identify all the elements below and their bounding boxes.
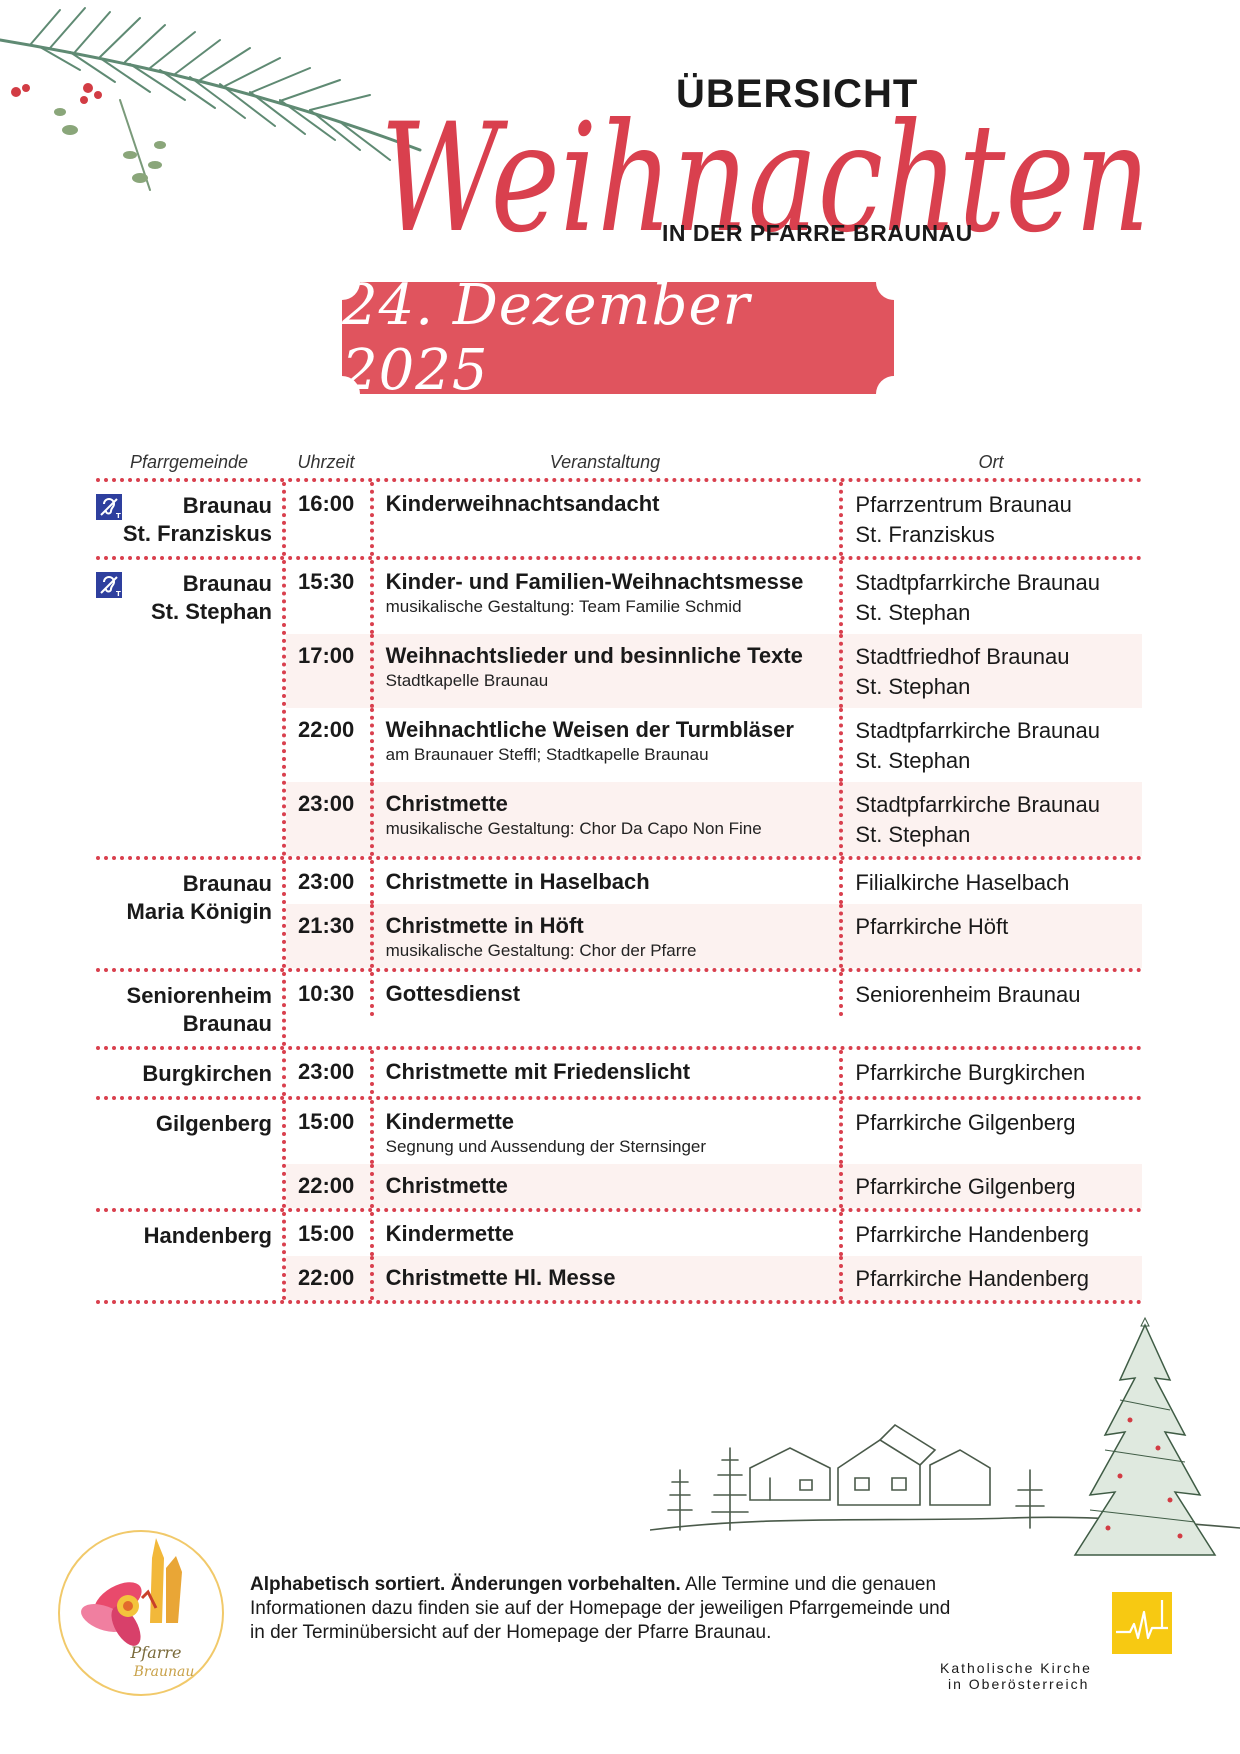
place-line: Pfarrkirche Burgkirchen: [855, 1060, 1086, 1085]
pfarrgemeinde-name: Braunau: [182, 493, 272, 518]
table-group: [96, 1096, 1142, 1208]
event-title: Kindermette: [385, 1221, 514, 1246]
event-title: Gottesdienst: [385, 981, 521, 1006]
org-name: [940, 1660, 1180, 1692]
hearing-loop-icon: [96, 494, 122, 520]
event-title: Weihnachtliche Weisen der Turmbläser: [385, 717, 794, 742]
pfarre-braunau-logo: [56, 1528, 226, 1698]
pfarrgemeinde-name: Braunau: [182, 871, 272, 896]
event-cell: [370, 1100, 840, 1164]
event-cell: [370, 972, 840, 1016]
time-cell: 23:00: [298, 1059, 355, 1084]
table-row: [286, 1256, 1142, 1300]
group-rows: [282, 1212, 1142, 1300]
place-line: St. Franziskus: [855, 522, 995, 547]
place-line: Pfarrkirche Gilgenberg: [855, 1174, 1076, 1199]
org-name-line1: Katholische Kirche: [940, 1660, 1092, 1676]
pfarrgemeinde-name: St. Stephan: [150, 599, 272, 624]
event-cell: [370, 782, 840, 856]
winter-village-illustration: [650, 1300, 1240, 1560]
place-line: Pfarrkirche Höft: [855, 914, 1009, 939]
katholische-kirche-logo: [1112, 1592, 1172, 1654]
event-cell: [370, 708, 840, 782]
place-cell: [839, 782, 1142, 856]
pfarrgemeinde-name: Burgkirchen: [142, 1061, 272, 1086]
footer-note-bold: Alphabetisch sortiert. Änderungen vorbehalten.: [250, 1574, 681, 1595]
table-row: [286, 1100, 1142, 1164]
event-title: Christmette Hl. Messe: [385, 1265, 616, 1290]
footer-note: [250, 1573, 970, 1645]
group-rows: [282, 860, 1142, 968]
place-cell: [839, 904, 1142, 968]
group-rows: [282, 972, 1142, 1046]
event-title: Christmette: [385, 791, 508, 816]
time-cell: 22:00: [298, 1173, 355, 1198]
time-cell: 22:00: [298, 717, 355, 742]
header-ort: Ort: [978, 451, 1004, 472]
event-cell: [370, 860, 840, 904]
event-subtitle: Stadtkapelle Braunau: [385, 671, 549, 690]
event-subtitle: Segnung und Aussendung der Sternsinger: [385, 1137, 707, 1156]
table-group: [96, 556, 1142, 856]
event-title: Christmette in Höft: [385, 913, 584, 938]
table-row: [286, 1050, 1142, 1094]
pfarrgemeinde-name: St. Franziskus: [122, 521, 272, 546]
pfarrgemeinde-cell: [96, 1050, 282, 1096]
event-subtitle: musikalische Gestaltung: Chor Da Capo Non Fine: [385, 819, 762, 838]
svg-text:Pfarre: Pfarre: [130, 1643, 182, 1662]
place-line: Pfarrkirche Handenberg: [855, 1266, 1089, 1291]
place-line: St. Stephan: [855, 748, 971, 773]
table-row: [286, 708, 1142, 782]
place-cell: [839, 560, 1142, 634]
header-veranstaltung: Veranstaltung: [549, 451, 661, 472]
place-cell: [839, 708, 1142, 782]
event-cell: [370, 560, 840, 634]
event-cell: [370, 1212, 840, 1256]
org-name-line2: in Oberösterreich: [948, 1676, 1090, 1692]
place-cell: [839, 1100, 1142, 1164]
place-line: Pfarrkirche Handenberg: [855, 1222, 1089, 1247]
event-subtitle: musikalische Gestaltung: Chor der Pfarre: [385, 941, 697, 960]
place-line: Filialkirche Haselbach: [855, 870, 1070, 895]
svg-text:Braunau: Braunau: [133, 1664, 195, 1680]
place-line: Pfarrkirche Gilgenberg: [855, 1110, 1076, 1135]
time-cell: 21:30: [298, 913, 355, 938]
pfarrgemeinde-name: Handenberg: [143, 1223, 272, 1248]
place-line: St. Stephan: [855, 822, 971, 847]
pfarrgemeinde-name: Gilgenberg: [155, 1111, 272, 1136]
title-subtitle: IN DER PFARRE BRAUNAU: [662, 220, 973, 246]
header-uhrzeit: Uhrzeit: [297, 451, 355, 472]
place-cell: [839, 1050, 1142, 1094]
event-subtitle: am Braunauer Steffl; Stadtkapelle Braunau: [385, 745, 709, 764]
time-cell: 23:00: [298, 869, 355, 894]
place-line: St. Stephan: [855, 674, 971, 699]
time-cell: 15:30: [298, 569, 355, 594]
table-group: [96, 856, 1142, 968]
time-cell: 22:00: [298, 1265, 355, 1290]
place-cell: [839, 972, 1142, 1016]
place-line: Pfarrzentrum Braunau: [855, 492, 1072, 517]
group-rows: [282, 1100, 1142, 1208]
svg-text:T: T: [116, 512, 121, 520]
time-cell: 17:00: [298, 643, 355, 668]
event-cell: [370, 904, 840, 968]
header-pfarrgemeinde: Pfarrgemeinde: [129, 451, 249, 472]
table-row: [286, 1164, 1142, 1208]
table-row: [286, 1212, 1142, 1256]
footer-note-text: Alle Termine und die genauen Informationen dazu finden sie auf der Homepage der jeweiligen Pfarrgemeinde und in der Terminübersicht auf der Homepage der Pfarre Braunau.: [250, 1574, 951, 1643]
pfarrgemeinde-cell: [96, 560, 282, 856]
table-row: [286, 782, 1142, 856]
pfarrgemeinde-cell: [96, 972, 282, 1046]
event-title: Christmette mit Friedenslicht: [385, 1059, 691, 1084]
event-title: Kinder- und Familien-Weihnachtsmesse: [385, 569, 804, 594]
event-title: Christmette in Haselbach: [385, 869, 650, 894]
place-cell: [839, 482, 1142, 556]
pfarrgemeinde-name: Maria Königin: [126, 899, 272, 924]
place-cell: [839, 1212, 1142, 1256]
place-line: Stadtpfarrkirche Braunau: [855, 718, 1100, 743]
table-group: [96, 478, 1142, 556]
table-body: [96, 478, 1142, 1304]
group-rows: [282, 560, 1142, 856]
event-cell: [370, 1256, 840, 1300]
group-rows: [282, 1050, 1142, 1096]
place-line: Stadtpfarrkirche Braunau: [855, 570, 1100, 595]
time-cell: 16:00: [298, 491, 355, 516]
place-line: St. Stephan: [855, 600, 971, 625]
pine-branch-decoration: [0, 0, 430, 220]
pfarrgemeinde-name: Seniorenheim: [126, 983, 272, 1008]
table-row: [286, 860, 1142, 904]
time-cell: 23:00: [298, 791, 355, 816]
table-group: [96, 1208, 1142, 1304]
place-cell: [839, 634, 1142, 708]
table-row: [286, 904, 1142, 968]
script-title-text: Weihnachten: [380, 92, 1150, 266]
table-row: [286, 972, 1142, 1016]
pfarrgemeinde-cell: [96, 1212, 282, 1300]
event-date: 24. Dezember 2025: [342, 273, 751, 403]
table-group: [96, 1046, 1142, 1096]
table-row: [286, 482, 1142, 556]
event-title: Kinderweihnachtsandacht: [385, 491, 660, 516]
place-line: Stadtpfarrkirche Braunau: [855, 792, 1100, 817]
table-row: [286, 634, 1142, 708]
pfarrgemeinde-name: Braunau: [182, 1011, 272, 1036]
table-row: [286, 560, 1142, 634]
event-title: Christmette: [385, 1173, 508, 1198]
group-rows: [282, 482, 1142, 556]
table-header: [96, 446, 1142, 478]
title-top-label: ÜBERSICHT: [676, 72, 919, 116]
time-cell: 15:00: [298, 1221, 355, 1246]
event-cell: [370, 1164, 840, 1208]
pfarrgemeinde-cell: [96, 1100, 282, 1208]
pfarrgemeinde-name: Braunau: [182, 571, 272, 596]
event-title: Weihnachtslieder und besinnliche Texte: [385, 643, 803, 668]
time-cell: 10:30: [298, 981, 355, 1006]
pfarrgemeinde-cell: [96, 482, 282, 556]
time-cell: 15:00: [298, 1109, 355, 1134]
event-title: Kindermette: [385, 1109, 514, 1134]
place-cell: [839, 860, 1142, 904]
place-cell: [839, 1256, 1142, 1300]
schedule-table: [96, 446, 1142, 1304]
place-line: Seniorenheim Braunau: [855, 982, 1081, 1007]
event-cell: [370, 634, 840, 708]
pfarrgemeinde-cell: [96, 860, 282, 968]
place-line: Stadtfriedhof Braunau: [855, 644, 1070, 669]
svg-text:T: T: [116, 590, 121, 598]
event-subtitle: musikalische Gestaltung: Team Familie Schmid: [385, 597, 742, 616]
event-cell: [370, 1050, 840, 1094]
hearing-loop-icon: [96, 572, 122, 598]
place-cell: [839, 1164, 1142, 1208]
event-cell: [370, 482, 840, 556]
table-group: [96, 968, 1142, 1046]
